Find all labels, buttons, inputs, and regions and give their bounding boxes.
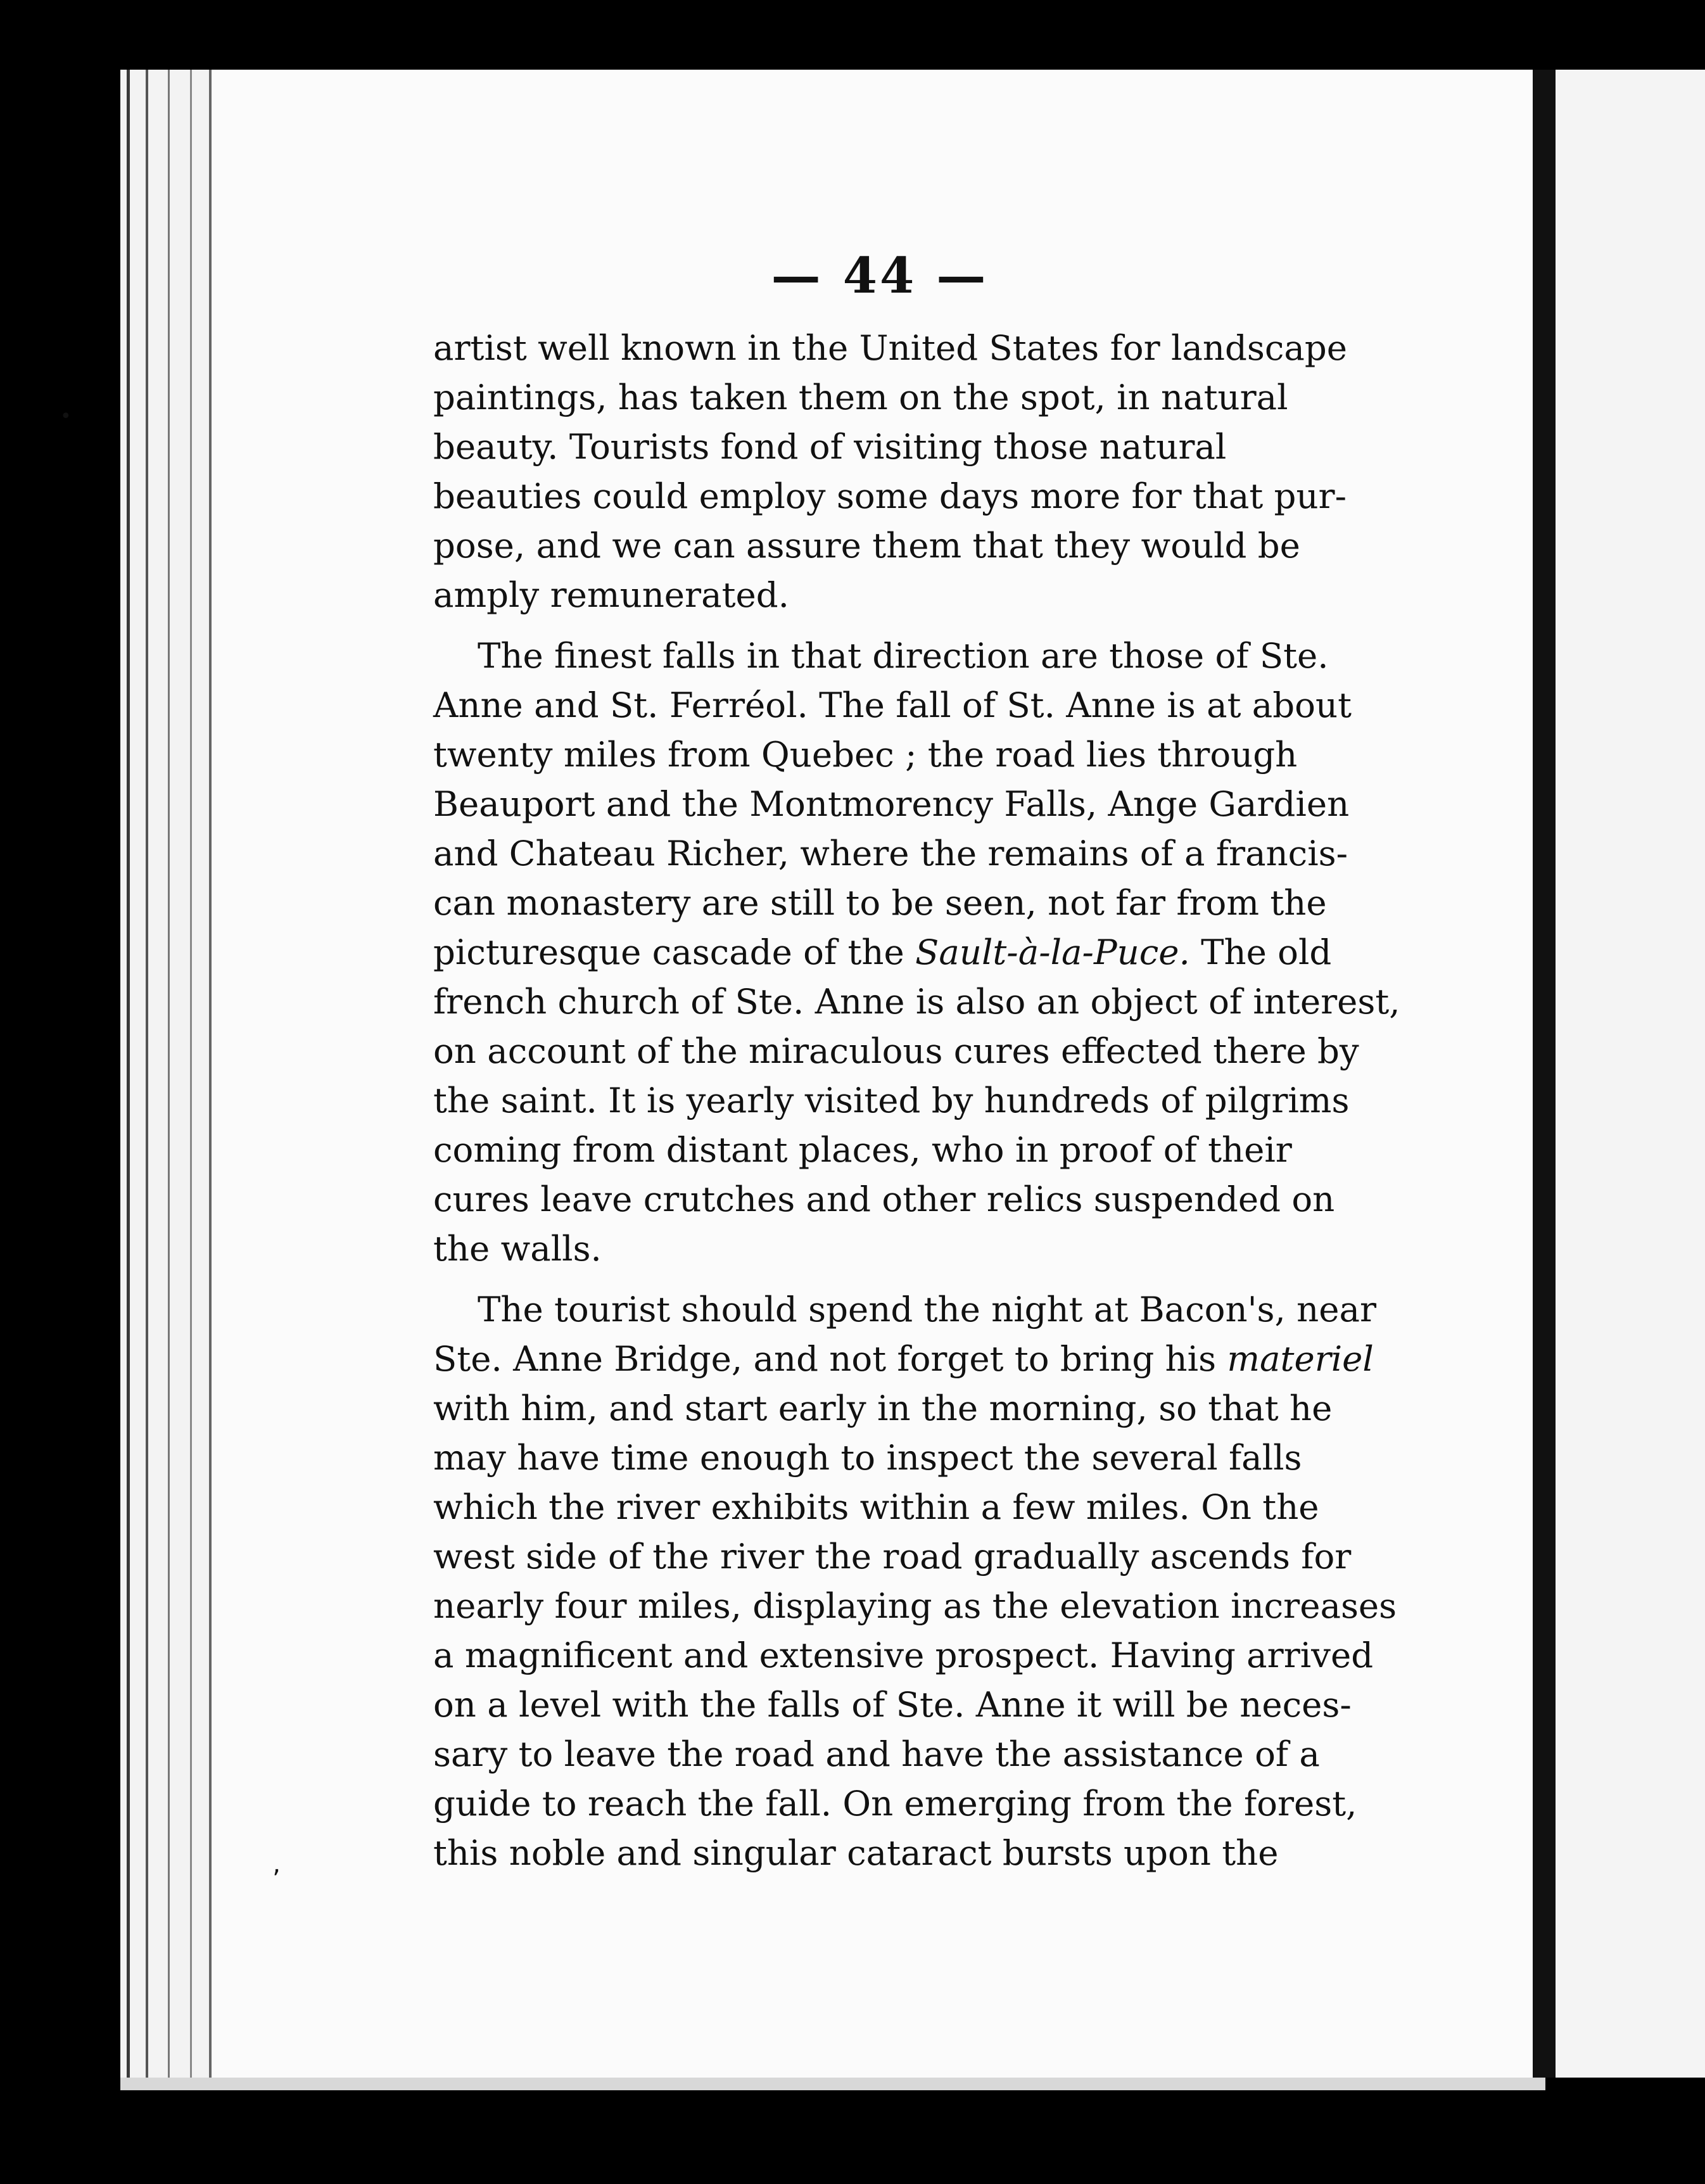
text-line: Anne and St. Ferréol. The fall of St. Anne is at about	[433, 685, 1352, 725]
italic-word: materiel	[1227, 1338, 1374, 1379]
text-line: pose, and we can assure them that they would be	[433, 525, 1300, 566]
facing-page-edge	[1556, 70, 1705, 2078]
text-segment: picturesque cascade of the	[433, 932, 916, 972]
text-line: which the river exhibits within a few miles. On the	[433, 1487, 1319, 1527]
page-edge-line	[168, 70, 170, 2078]
page-edge-line	[127, 70, 130, 2078]
paragraph-3	[433, 1285, 1472, 1877]
text-line: artist well known in the United States for landscape	[433, 327, 1347, 368]
text-segment: Ste. Anne Bridge, and not forget to bring his	[433, 1338, 1227, 1379]
text-line: with him, and start early in the morning, so that he	[433, 1388, 1333, 1428]
text-line: may have time enough to inspect the several falls	[433, 1437, 1302, 1478]
text-line: and Chateau Richer, where the remains of a francis-	[433, 833, 1348, 873]
text-line: french church of Ste. Anne is also an object of interest,	[433, 981, 1400, 1022]
body-text	[433, 323, 1472, 1877]
text-line: the saint. It is yearly visited by hundreds of pilgrims	[433, 1080, 1350, 1121]
italic-place-name: Sault-à-la-Puce.	[915, 932, 1190, 972]
text-line: on a level with the falls of Ste. Anne it will be neces-	[433, 1684, 1352, 1725]
text-line: beauty. Tourists fond of visiting those natural	[433, 426, 1227, 467]
paragraph-1	[433, 323, 1472, 619]
text-line: west side of the river the road gradually ascends for	[433, 1536, 1352, 1577]
text-line: Beauport and the Montmorency Falls, Ange Gardien	[433, 784, 1350, 824]
page-gutter-shadow	[1533, 70, 1556, 2078]
text-line: beauties could employ some days more for that pur-	[433, 476, 1347, 516]
text-line: guide to reach the fall. On emerging from the forest,	[433, 1783, 1357, 1824]
text-line: coming from distant places, who in proof of their	[433, 1129, 1292, 1170]
text-line: can monastery are still to be seen, not far from the	[433, 882, 1327, 923]
text-line: on account of the miraculous cures effected there by	[433, 1031, 1359, 1071]
paragraph-2	[433, 631, 1472, 1273]
page-edge-line	[190, 70, 192, 2078]
text-line	[433, 927, 1472, 977]
text-line: sary to leave the road and have the assistance of a	[433, 1734, 1320, 1774]
book-page	[209, 70, 1548, 2078]
text-line: paintings, has taken them on the spot, in natural	[433, 377, 1288, 417]
page-edge-line	[146, 70, 148, 2078]
text-line: The finest falls in that direction are those of Ste.	[478, 635, 1329, 676]
text-line	[433, 1334, 1472, 1383]
text-line: the walls.	[433, 1228, 602, 1269]
scan-speck: •	[60, 405, 72, 428]
text-line: cures leave crutches and other relics suspended on	[433, 1179, 1335, 1219]
text-line: The tourist should spend the night at Bacon's, near	[478, 1289, 1377, 1330]
text-line: twenty miles from Quebec ; the road lies through	[433, 734, 1298, 775]
page-bottom-edge	[120, 2078, 1545, 2090]
text-line: this noble and singular cataract bursts upon the	[433, 1832, 1279, 1873]
text-line: nearly four miles, displaying as the elevation increases	[433, 1585, 1397, 1626]
text-segment: The old	[1189, 932, 1332, 972]
page-number: — 44 —	[771, 247, 989, 305]
text-line: amply remunerated.	[433, 575, 789, 615]
text-line: a magnificent and extensive prospect. Having arrived	[433, 1635, 1374, 1675]
scan-speck: ‚	[272, 1850, 281, 1879]
